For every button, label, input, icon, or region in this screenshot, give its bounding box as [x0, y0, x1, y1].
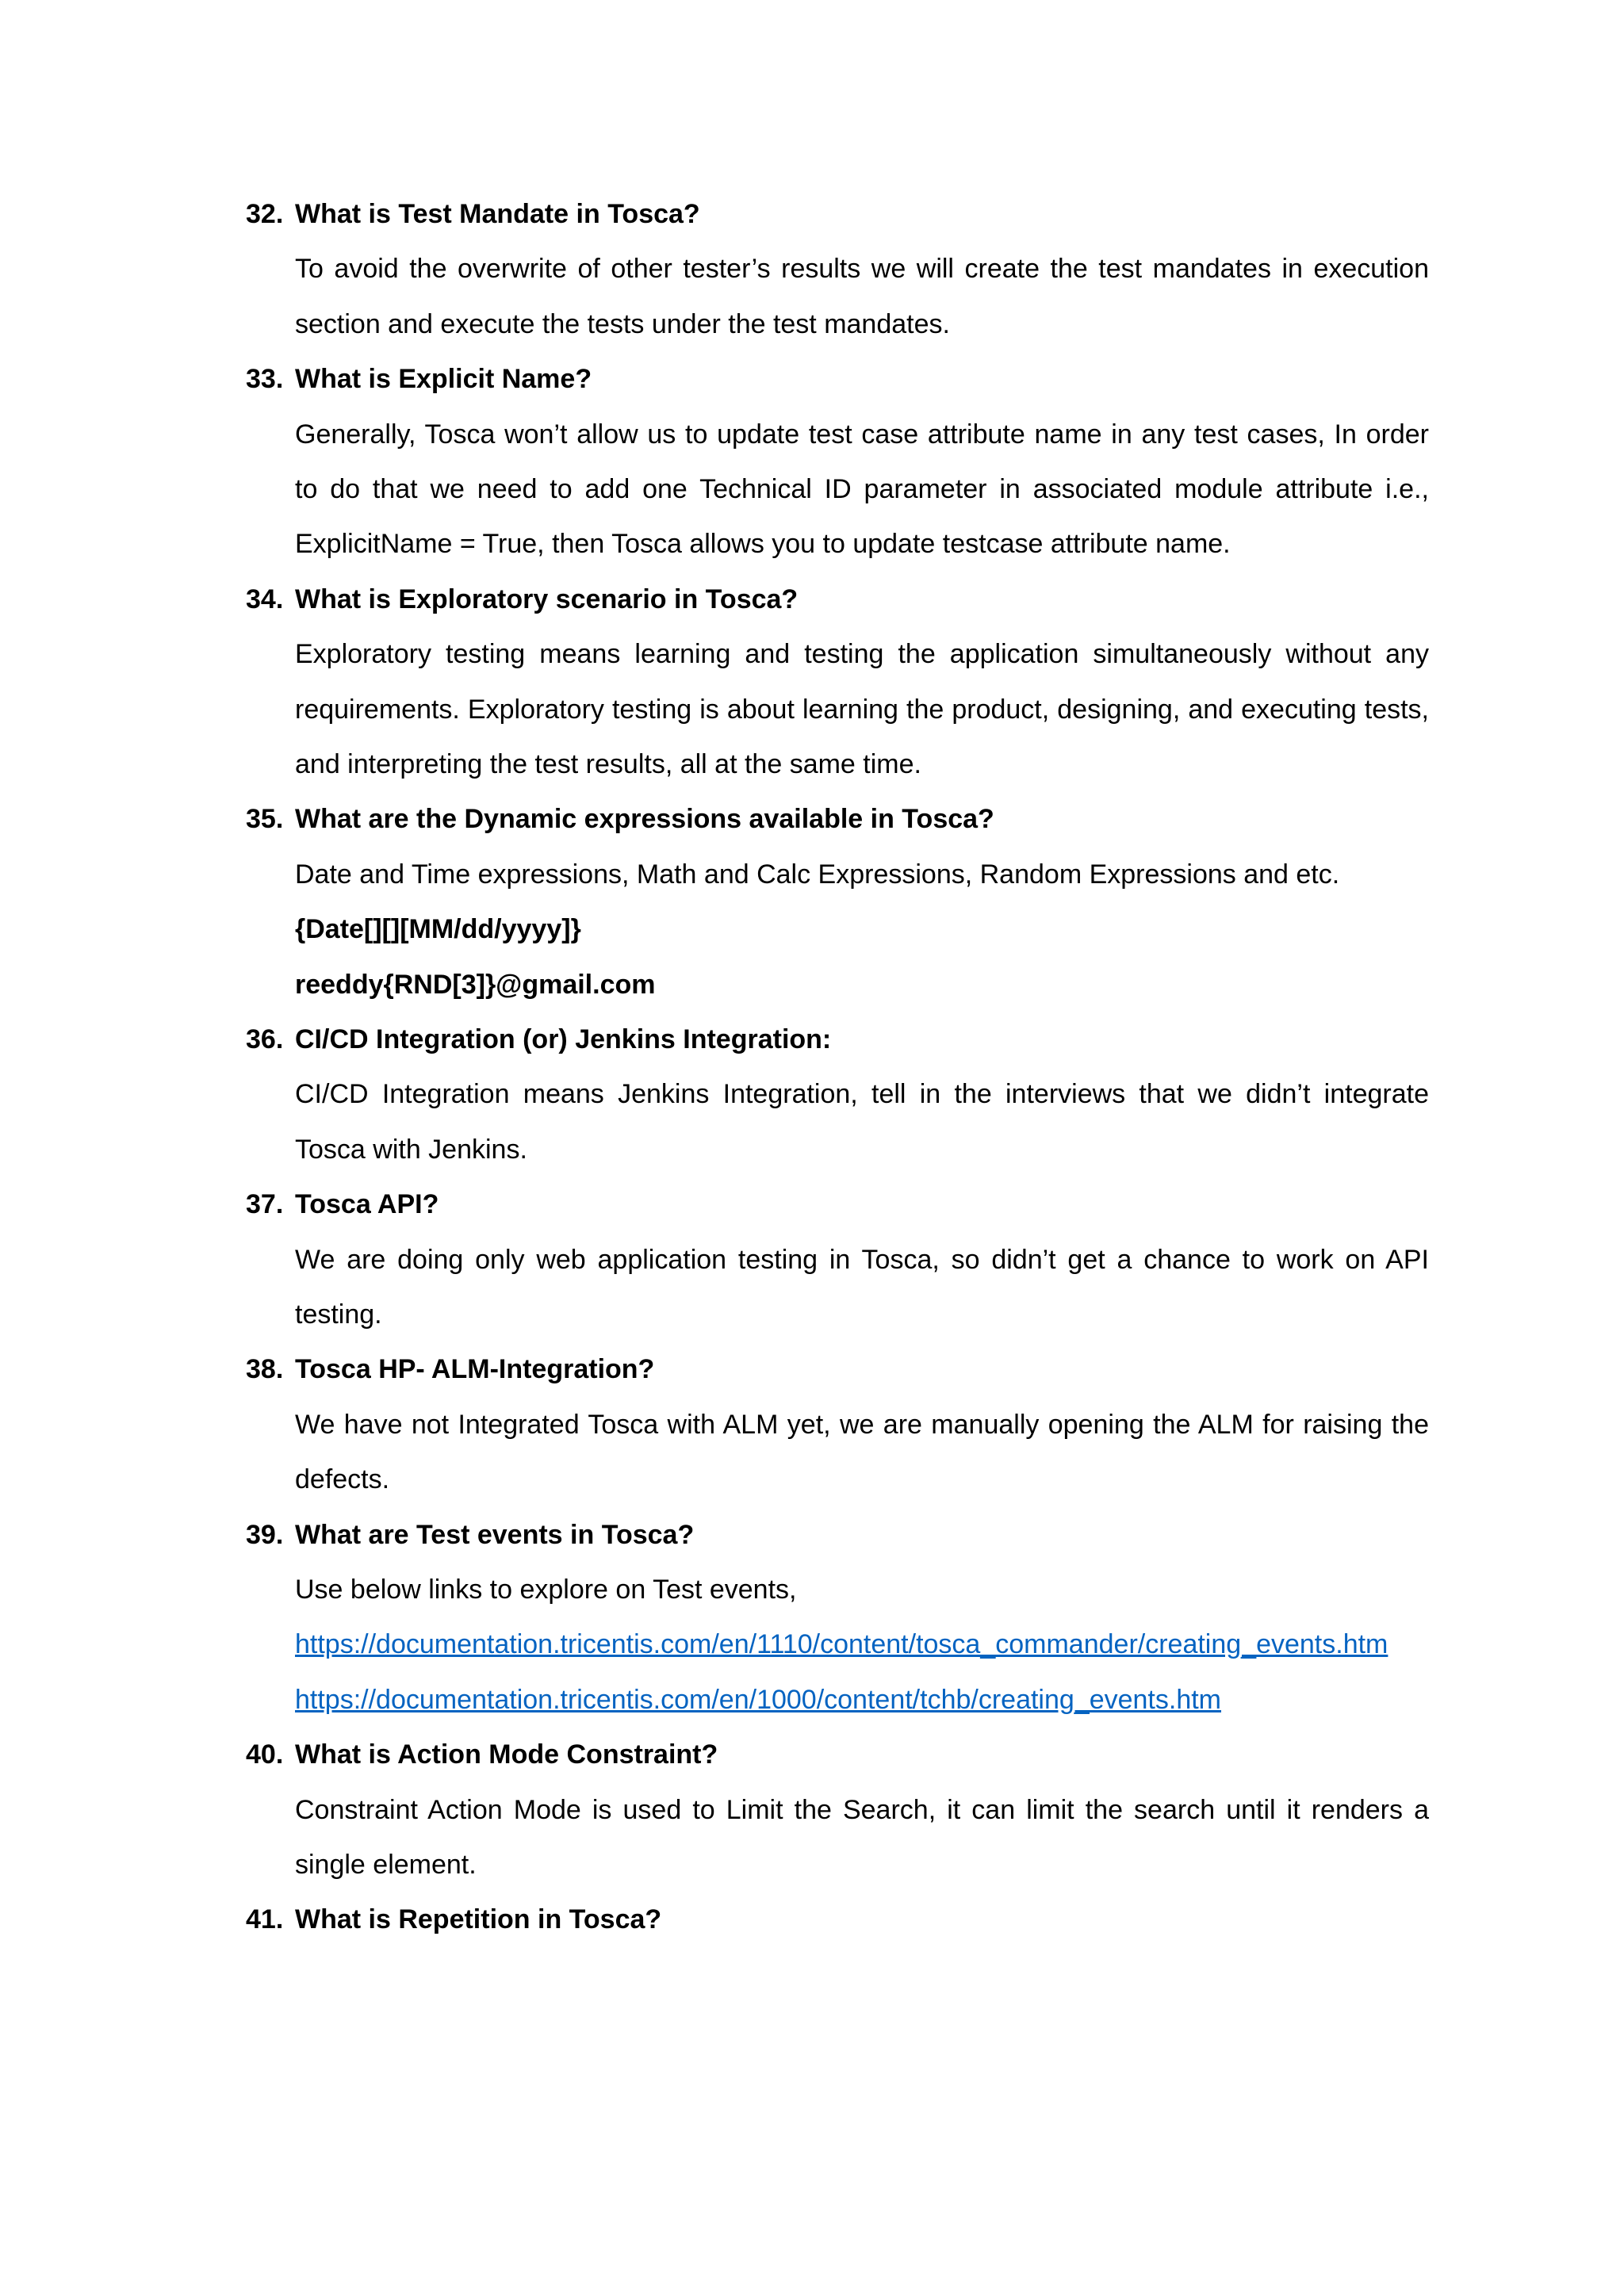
answer-text: We are doing only web application testing in Tosca, so didn’t get a chance to work on API testing.: [295, 1244, 1429, 1330]
question-heading: [246, 1728, 1429, 1782]
question-heading: [246, 1508, 1429, 1563]
question-number: 32.: [246, 199, 284, 229]
question-text: What is Exploratory scenario in Tosca?: [295, 584, 799, 614]
question-heading: [246, 792, 1429, 847]
answer-text: Use below links to explore on Test events,: [295, 1575, 797, 1605]
test-events-link-tchb[interactable]: https://documentation.tricentis.com/en/1000/content/tchb/creating_events.htm: [295, 1684, 1222, 1715]
answer-text: We have not Integrated Tosca with ALM yet, we are manually opening the ALM for raising the defects.: [295, 1409, 1429, 1495]
question-heading: [246, 1012, 1429, 1067]
question-number: 34.: [246, 584, 284, 614]
qa-item-34: [246, 572, 1429, 793]
answer-text: Constraint Action Mode is used to Limit the Search, it can limit the search until it renders a single element.: [295, 1794, 1429, 1881]
question-number: 39.: [246, 1519, 284, 1550]
question-heading: [246, 187, 1429, 242]
qa-item-41: [246, 1892, 1429, 1947]
answer-text: Date and Time expressions, Math and Calc Expressions, Random Expressions and etc.: [295, 859, 1340, 890]
question-number: 40.: [246, 1739, 284, 1770]
answer-text: Exploratory testing means learning and testing the application simultaneously without any requirements. Exploratory testing is about learning the product, designing, and executing tests, and interpreting the test results, all at the same time.: [295, 639, 1429, 780]
answer-text: To avoid the overwrite of other tester’s results we will create the test mandates in execution section and execute the tests under the test mandates.: [295, 254, 1429, 339]
qa-item-38: [246, 1342, 1429, 1507]
qa-item-36: [246, 1012, 1429, 1177]
expression-example-random: reeddy{RND[3]}@gmail.com: [295, 969, 656, 1000]
question-number: 33.: [246, 364, 284, 395]
question-heading: [246, 1177, 1429, 1232]
qa-list: [246, 187, 1429, 1948]
question-text: Tosca API?: [295, 1189, 439, 1220]
question-number: 35.: [246, 804, 284, 835]
question-number: 36.: [246, 1024, 284, 1055]
question-text: What is Action Mode Constraint?: [295, 1739, 718, 1770]
question-number: 38.: [246, 1354, 284, 1385]
question-text: What is Explicit Name?: [295, 364, 592, 395]
qa-item-33: [246, 352, 1429, 572]
question-number: 37.: [246, 1189, 284, 1220]
question-number: 41.: [246, 1904, 284, 1935]
question-heading: [246, 352, 1429, 407]
question-heading: [246, 1892, 1429, 1947]
expression-example-date: {Date[][][MM/dd/yyyy]}: [295, 914, 581, 945]
test-events-link-tosca-commander[interactable]: https://documentation.tricentis.com/en/1110/content/tosca_commander/creating_events.htm: [295, 1629, 1388, 1660]
question-text: What are Test events in Tosca?: [295, 1519, 695, 1550]
answer-text: CI/CD Integration means Jenkins Integration, tell in the interviews that we didn’t integrate Tosca with Jenkins.: [295, 1079, 1429, 1165]
question-heading: [246, 1342, 1429, 1397]
question-text: What are the Dynamic expressions available in Tosca?: [295, 804, 994, 835]
qa-item-35: [246, 792, 1429, 1012]
qa-item-40: [246, 1728, 1429, 1892]
answer-text: Generally, Tosca won’t allow us to update test case attribute name in any test cases, In order to do that we need to add one Technical ID parameter in associated module attribute i.e., ExplicitName = True, then Tosca allows you to update testcase attribute name.: [295, 419, 1429, 560]
question-text: CI/CD Integration (or) Jenkins Integration:: [295, 1024, 832, 1055]
qa-item-32: [246, 187, 1429, 352]
question-heading: [246, 572, 1429, 627]
qa-item-39: [246, 1508, 1429, 1728]
question-text: What is Repetition in Tosca?: [295, 1904, 662, 1935]
question-text: What is Test Mandate in Tosca?: [295, 199, 700, 229]
qa-item-37: [246, 1177, 1429, 1342]
question-text: Tosca HP- ALM-Integration?: [295, 1354, 655, 1385]
